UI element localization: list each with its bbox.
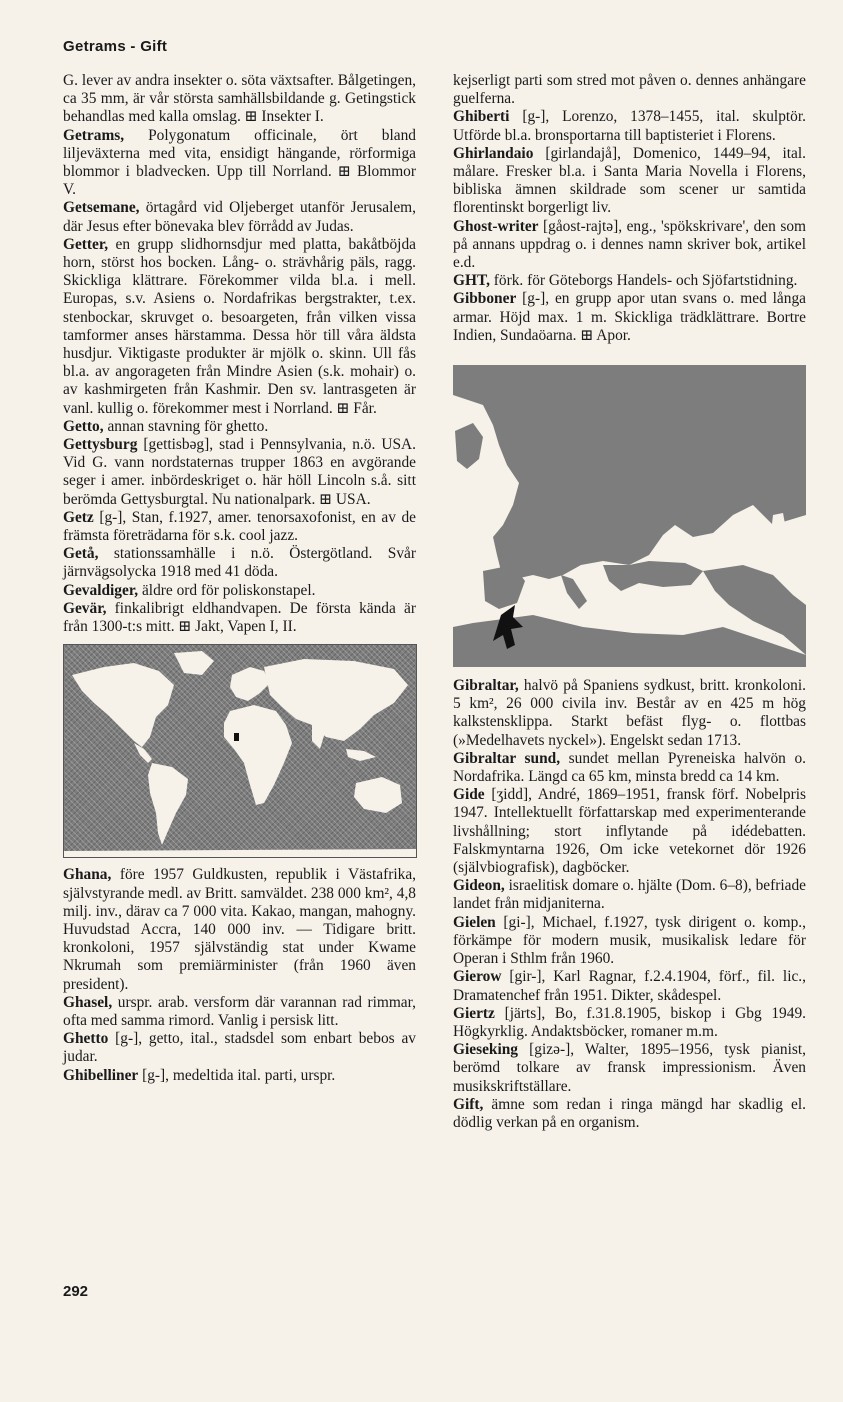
dictionary-entry: [63, 1030, 416, 1066]
dictionary-entry: [63, 1067, 416, 1085]
left-entries-continued: [63, 866, 416, 1084]
dictionary-entry: [63, 418, 416, 436]
entry-headword: Gide: [453, 786, 485, 804]
entry-text: [g-], Stan, f.1927, amer. tenorsaxofonist, en av de främsta företrädarna för s.k. cool jazz.: [63, 508, 416, 545]
entry-headword: Gideon,: [453, 877, 505, 895]
dictionary-entry: [453, 145, 806, 218]
entry-headword: Getsemane,: [63, 199, 140, 217]
right-column: [453, 72, 806, 1132]
ghana-marker: [234, 733, 239, 741]
dictionary-entry: [453, 1096, 806, 1132]
entry-headword: Getrams,: [63, 126, 125, 144]
dictionary-entry: [453, 272, 806, 290]
entry-text: [järts], Bo, f.31.8.1905, biskop i Gbg 1949. Högkyrklig. Andaktsböcker, romaner m.m.: [453, 1004, 806, 1040]
left-entries: [63, 72, 416, 636]
page-header: Getrams - Gift: [63, 38, 168, 55]
dictionary-entry: [453, 218, 806, 273]
europe-map-gibraltar: [453, 365, 806, 667]
entry-text: annan stavning för ghetto.: [103, 417, 269, 435]
dictionary-entry: [63, 72, 416, 127]
entry-text: [gir-], Karl Ragnar, f.2.4.1904, förf., fil. lic., Dramatenchef från 1951. Dikter, skådespel.: [453, 968, 806, 1004]
dictionary-entry: [63, 199, 416, 235]
entry-headword: Getå,: [63, 545, 99, 563]
dictionary-entry: [453, 677, 806, 750]
entry-text: [gi-], Michael, f.1927, tysk dirigent o. komp., förkämpe för modern musik, musikalisk ledare för Operan i Sthlm från 1960.: [453, 913, 806, 968]
world-map-ghana: [63, 644, 417, 858]
entry-headword: Gierow: [453, 968, 502, 986]
entry-text: kejserligt parti som stred mot påven o. dennes anhängare guelferna.: [453, 72, 806, 108]
entry-text: äldre ord för poliskonstapel.: [138, 581, 316, 599]
entry-text: [girlandajå], Domenico, 1449–94, ital. målare. Fresker bl.a. i Santa Maria Novella i Florens, bibliska ämnen skildrade som scener ur samtida florentinskt borgerligt liv.: [453, 144, 806, 217]
entry-text: förk. för Göteborgs Handels- och Sjöfartstidning.: [489, 272, 798, 290]
entry-headword: Gevär,: [63, 599, 107, 617]
entry-text: G. lever av andra insekter o. söta växtsafter. Bålgetingen, ca 35 mm, är vår största samhällsbildande g. Getingstick behandlas med kalla omslag. ⊞ Insekter I.: [63, 72, 416, 126]
entry-text: en grupp slidhornsdjur med platta, bakåtböjda horn, störst hos bocken. Lång- o. strävhårig päls, ragg. Skickliga klättrare. Förekommer vilda bl.a. i mell. Europas, s.v. Asiens o. Nordafrikas bergstrakter, t.ex. stenbockar, skruvget o. besoargeten, från vilken vissa tamformer anses härstamma. Dessa hör till våra äldsta husdjur. Viktigaste produkter är mjölk o. skinn. Ull fås bl.a. av angorageten från Mindre Asien (s.k. mohair) o. av kashmirgeten från Kashmir. Den sv. lantrasgeten är vanl. kullig o. förekommer mest i Norrland. ⊞ Får.: [63, 235, 416, 417]
dictionary-entry: [63, 545, 416, 581]
entry-headword: Giertz: [453, 1004, 495, 1022]
entry-headword: Ghost-writer: [453, 217, 539, 235]
dictionary-entry: [63, 582, 416, 600]
entry-text: urspr. arab. versform där varannan rad rimmar, ofta med samma rimord. Vanlig i persisk litt.: [63, 993, 416, 1029]
entry-headword: Getter,: [63, 235, 109, 253]
dictionary-entry: [63, 994, 416, 1030]
dictionary-entry: [453, 108, 806, 144]
right-entries-continued: [453, 677, 806, 1132]
dictionary-entry: [453, 786, 806, 877]
entry-headword: Ghana,: [63, 866, 112, 884]
entry-headword: Ghasel,: [63, 993, 113, 1011]
entry-headword: Gielen: [453, 913, 496, 931]
entry-text: Polygonatum officinale, ört bland liljeväxterna med vita, ensidigt hängande, rörformiga blommor i bladvecken. Upp till Norrland. ⊞ Blommor V.: [63, 126, 416, 199]
dictionary-entry: [63, 866, 416, 993]
entry-headword: Gibraltar,: [453, 677, 519, 695]
dictionary-entry: [453, 1041, 806, 1096]
entry-text: finkalibrigt eldhandvapen. De första kända är från 1300-t:s mitt. ⊞ Jakt, Vapen I, II.: [63, 599, 416, 636]
entry-headword: Gift,: [453, 1095, 484, 1113]
dictionary-entry: [63, 509, 416, 545]
entry-text: sundet mellan Pyreneiska halvön o. Nordafrika. Längd ca 65 km, minsta bredd ca 14 km.: [453, 749, 806, 786]
entry-text: stationssamhälle i n.ö. Östergötland. Svår järnvägsolycka 1918 med 41 döda.: [63, 545, 416, 581]
entry-headword: Ghirlandaio: [453, 144, 534, 162]
entry-headword: Ghetto: [63, 1030, 109, 1048]
entry-text: [gettisbəg], stad i Pennsylvania, n.ö. USA. Vid G. vann nordstaternas trupper 1863 en avgörande seger i amer. inbördeskriget o. här höll Lincoln s.å. sitt berömda Gettysburgtal. Nu nationalpark. ⊞ USA.: [63, 436, 416, 508]
right-entries: [453, 72, 806, 345]
dictionary-entry: [453, 914, 806, 969]
entry-headword: Ghiberti: [453, 108, 510, 126]
entry-headword: Gevaldiger,: [63, 581, 139, 599]
entry-headword: Gettysburg: [63, 436, 138, 454]
entry-text: israelitisk domare o. hjälte (Dom. 6–8), befriade landet från midjaniterna.: [453, 877, 806, 913]
entry-text: [g-], medeltida ital. parti, urspr.: [138, 1066, 336, 1084]
left-column: [63, 72, 416, 1085]
entry-headword: Getz: [63, 508, 94, 526]
entry-text: före 1957 Guldkusten, republik i Västafrika, självstyrande medl. av Britt. samväldet. 238 000 km², 4,8 milj. inv., därav ca 7 000 vita. Kakao, mangan, mahogny. Huvudstad Accra, 140 000 inv. — Tidigare britt. kronkoloni, 1957 självständig stat under Kwame Nkrumah som premiärminister (från 1960 även president).: [63, 866, 416, 993]
entry-text: [gizə-], Walter, 1895–1956, tysk pianist, berömd tolkare av fransk impressionism. Även musikskriftställare.: [453, 1041, 806, 1095]
entry-text: örtagård vid Oljeberget utanför Jerusalem, där Jesus efter bönevaka blev förrådd av Judas.: [63, 199, 416, 235]
dictionary-entry: [453, 72, 806, 108]
entry-headword: Gibboner: [453, 290, 517, 308]
page-number: 292: [63, 1283, 89, 1300]
dictionary-entry: [453, 750, 806, 786]
world-map-land: [64, 645, 416, 857]
dictionary-entry: [63, 236, 416, 418]
entry-text: [g-], Lorenzo, 1378–1455, ital. skulptör. Utförde bl.a. bronsportarna till baptisteriet i Florens.: [453, 108, 806, 144]
dictionary-entry: [453, 968, 806, 1004]
dictionary-entry: [453, 290, 806, 345]
dictionary-entry: [63, 600, 416, 636]
entry-headword: GHT,: [453, 272, 490, 290]
entry-text: [g-], getto, ital., stadsdel som enbart bebos av judar.: [63, 1030, 416, 1066]
europe-map-sea: [453, 365, 806, 667]
entry-headword: Gieseking: [453, 1041, 518, 1059]
dictionary-entry: [453, 877, 806, 913]
entry-headword: Getto,: [63, 417, 104, 435]
dictionary-entry: [63, 127, 416, 200]
dictionary-entry: [453, 1005, 806, 1041]
entry-text: [ʒidd], André, 1869–1951, fransk förf. Nobelpris 1947. Intellektuellt författarskap med experimenterande livshållning; stort inflytande på idédebatten. Falskmyntarna 1926, Om icke vetekornet dör 1926 (självbiografisk), dagböcker.: [453, 786, 806, 877]
entry-text: [g-], en grupp apor utan svans o. med långa armar. Höjd max. 1 m. Skickliga trädklättrare. Bortre Indien, Sundaöarna. ⊞ Apor.: [453, 290, 806, 344]
entry-text: [gåost-rajtə], eng., 'spökskrivare', den som på annans uppdrag o. i dennes namn skriver bok, artikel e.d.: [453, 217, 806, 272]
dictionary-entry: [63, 436, 416, 509]
entry-headword: Ghibelliner: [63, 1066, 139, 1084]
entry-headword: Gibraltar sund,: [453, 749, 561, 767]
entry-text: ämne som redan i ringa mängd har skadlig el. dödlig verkan på en organism.: [453, 1095, 806, 1131]
entry-text: halvö på Spaniens sydkust, britt. kronkoloni. 5 km², 26 000 civila inv. Består av en 425 m hög kalkstensklippa. Starkt befäst flyg- o. flottbas (»Medelhavets nyckel»). Engelskt sedan 1713.: [453, 677, 806, 749]
